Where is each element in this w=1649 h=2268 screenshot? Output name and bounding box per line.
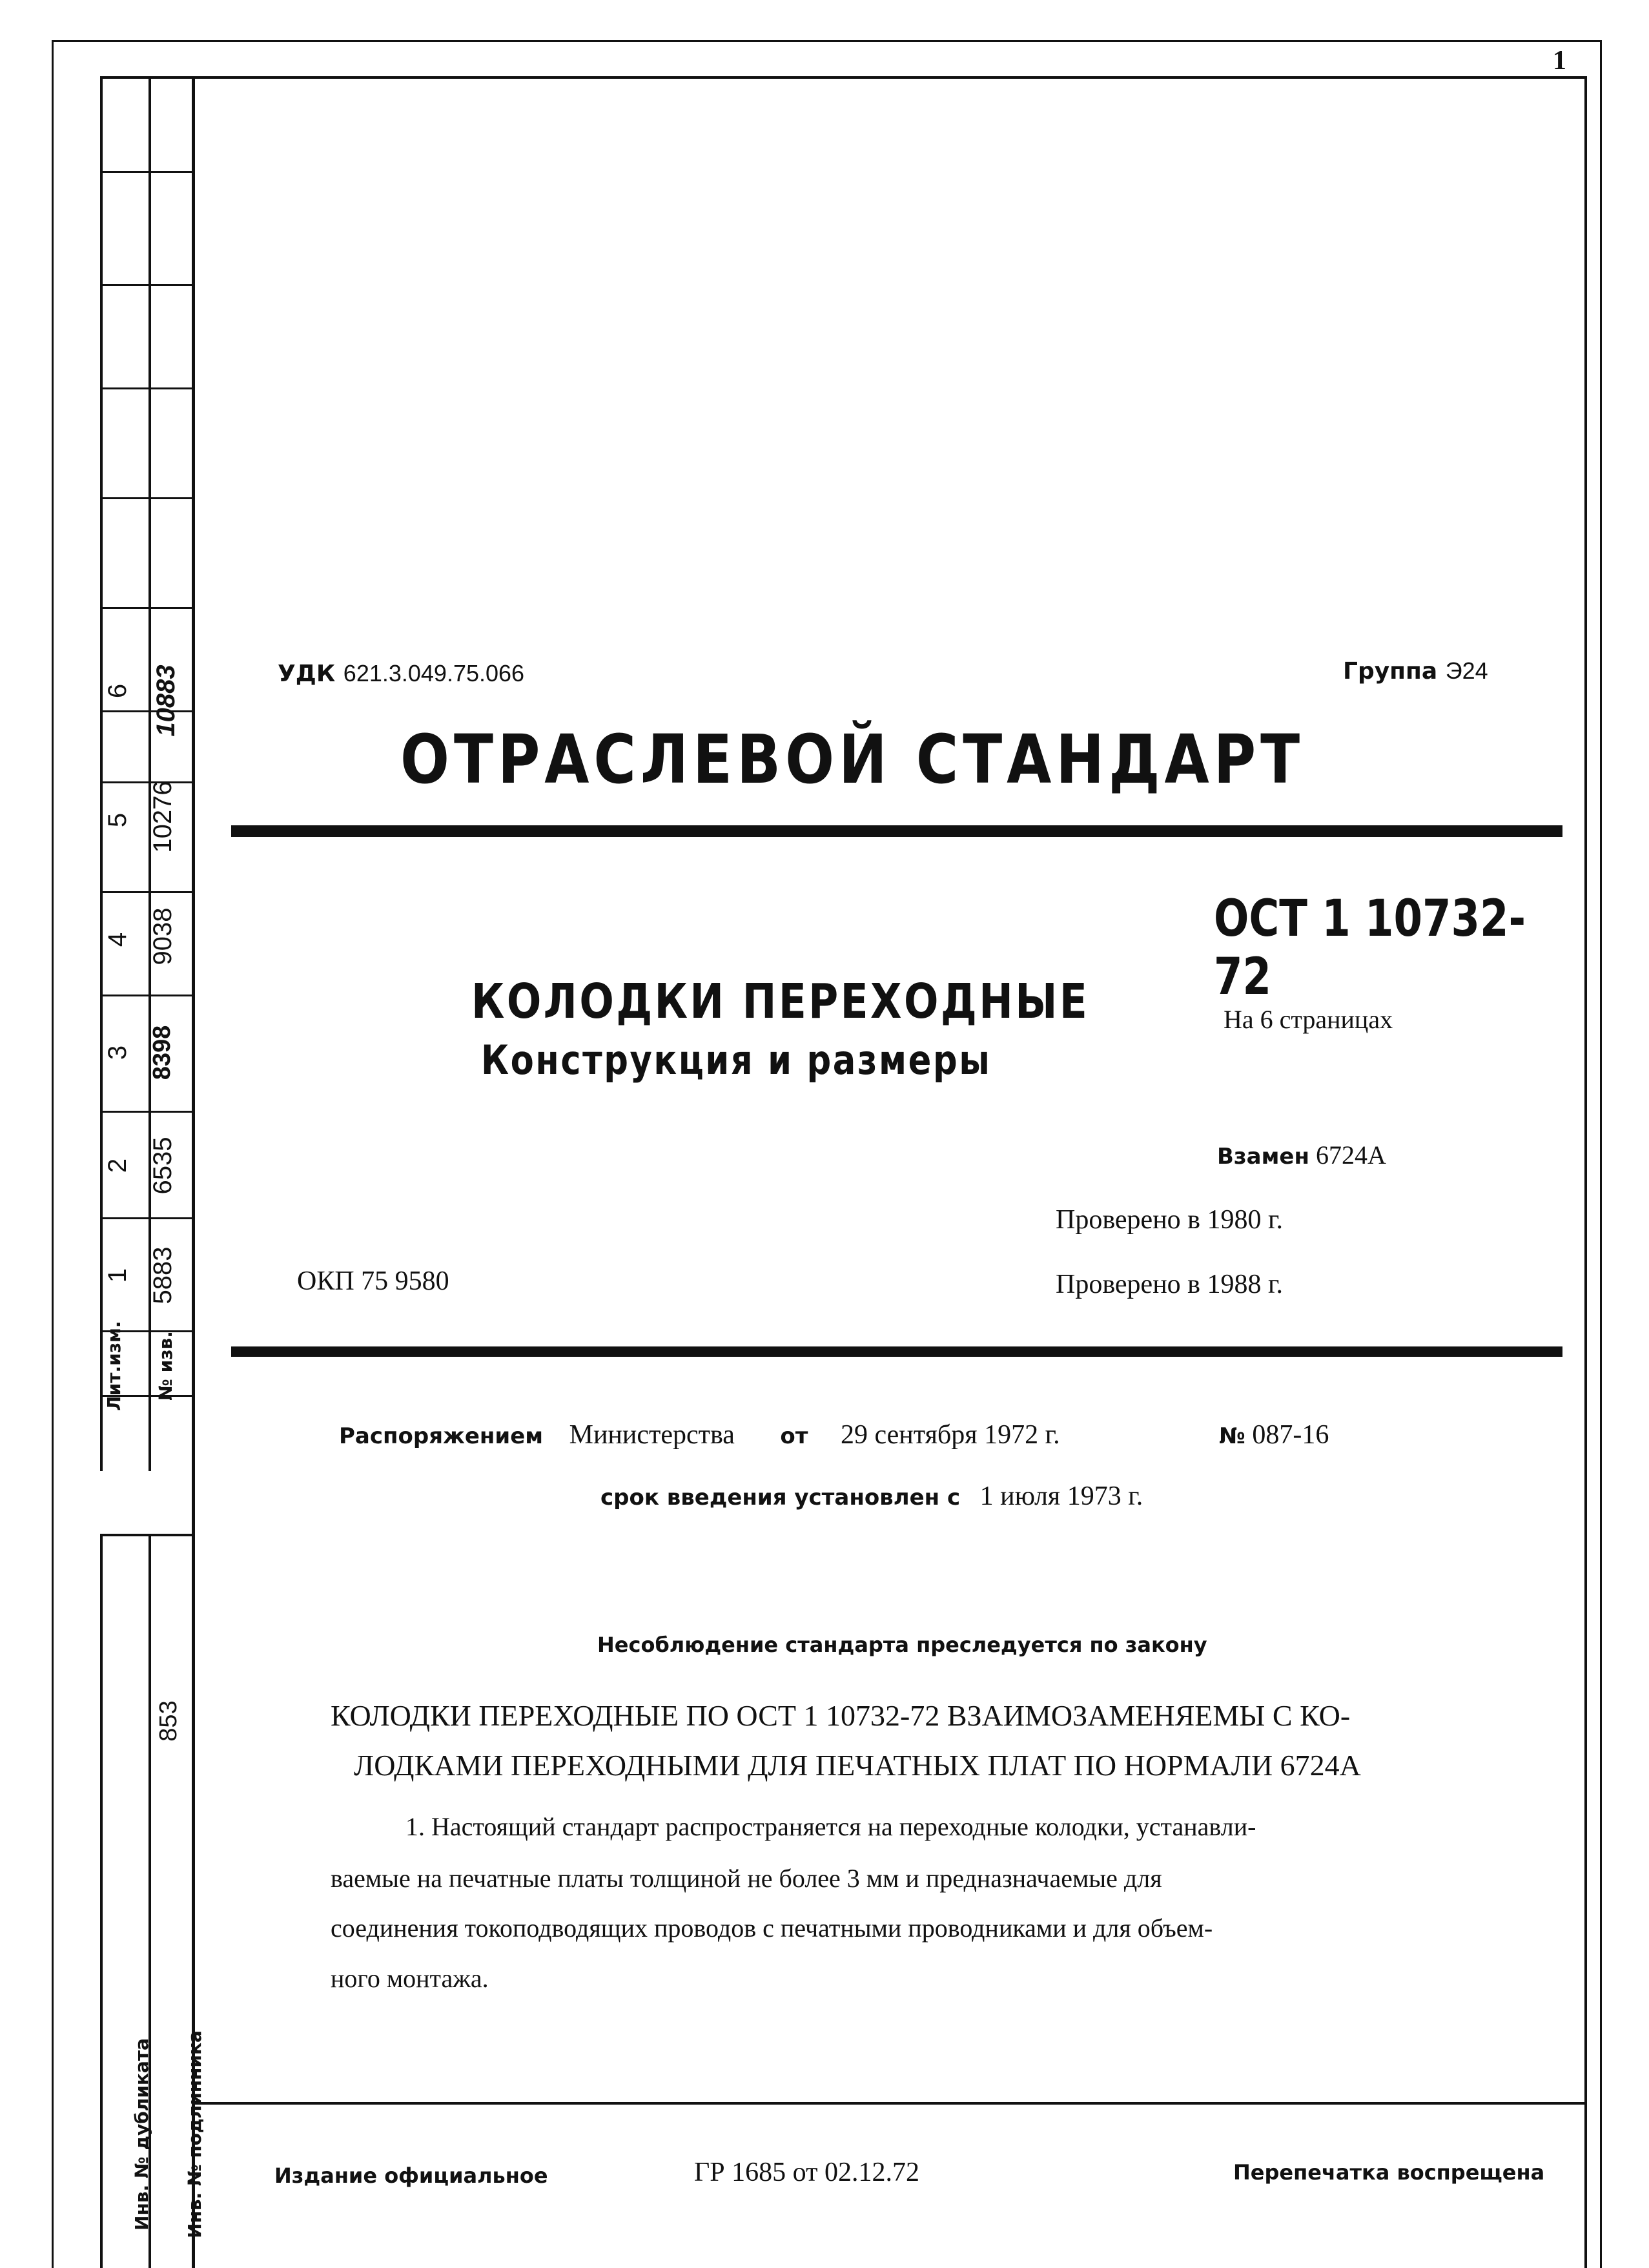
pages-count: На 6 страницах: [1224, 1005, 1393, 1034]
group-value: Э24: [1445, 657, 1488, 684]
revision-value-1: 5883: [149, 1246, 177, 1304]
order-from-label: от: [780, 1423, 808, 1449]
revision-value-6: 10883: [152, 665, 180, 737]
interchange-line-2: ЛОДКАМИ ПЕРЕХОДНЫМИ ДЛЯ ПЕЧАТНЫХ ПЛАТ ПО НОРМАЛИ 6724А: [354, 1749, 1361, 1782]
udk-value: 621.3.049.75.066: [343, 660, 525, 686]
term-line: [600, 1481, 1143, 1512]
paragraph-1-line-3: соединения токоподводящих проводов с печатными проводниками и для объем-: [331, 1913, 1213, 1943]
revision-col-1: 1: [103, 1268, 132, 1283]
term-date: 1 июля 1973 г.: [979, 1481, 1143, 1511]
udk-line: [278, 660, 524, 687]
standard-title-1: КОЛОДКИ ПЕРЕХОДНЫЕ: [471, 974, 1090, 1029]
header-lit-izm: Лит.изм.: [103, 1321, 125, 1411]
inv-duplicate-label: Инв. № дубликата: [131, 2038, 152, 2231]
revision-col-4: 4: [103, 932, 132, 947]
revision-value-2: 6535: [149, 1137, 177, 1195]
header-rule: [231, 825, 1562, 837]
edition-label: Издание официальное: [274, 2163, 548, 2188]
revision-value-4: 9038: [149, 907, 177, 965]
replaces-line: [1217, 1140, 1386, 1170]
revision-col-3: 3: [103, 1045, 132, 1060]
info-rule: [231, 1346, 1562, 1357]
standard-code: ОСТ 1 10732-72: [1214, 890, 1526, 1006]
revision-col-6: 6: [103, 683, 132, 699]
okp-code: ОКП 75 9580: [297, 1266, 449, 1296]
paragraph-1-line-1: 1. Настоящий стандарт распространяется на переходные колодки, устанавли-: [405, 1812, 1256, 1841]
order-num-value: 087-16: [1252, 1420, 1329, 1450]
main-title: ОТРАСЛЕВОЙ СТАНДАРТ: [400, 720, 1304, 799]
order-num-label: №: [1219, 1423, 1245, 1449]
revision-col-2: 2: [103, 1158, 132, 1173]
replaces-label: Взамен: [1217, 1144, 1309, 1170]
order-number: [1219, 1419, 1329, 1450]
inv-original-label: Инв. № подлинника: [184, 2030, 205, 2238]
law-notice: Несоблюдение стандарта преследуется по закону: [597, 1633, 1207, 1657]
order-date: 29 сентября 1972 г.: [841, 1420, 1060, 1450]
standard-title-2: Конструкция и размеры: [481, 1036, 992, 1084]
paragraph-1-line-4: ного монтажа.: [331, 1964, 489, 1993]
interchange-line-1: КОЛОДКИ ПЕРЕХОДНЫЕ ПО ОСТ 1 10732-72 ВЗАИМОЗАМЕНЯЕМЫ С КО-: [331, 1699, 1351, 1732]
revision-col-5: 5: [103, 812, 132, 828]
revision-value-5: 10276: [149, 781, 177, 853]
revision-value-3: 8398: [149, 1025, 176, 1080]
paragraph-1-line-2: ваемые на печатные платы толщиной не более 3 мм и предназначаемые для: [331, 1864, 1162, 1893]
order-ministry: Министерства: [569, 1420, 735, 1450]
reprint-notice: Перепечатка воспрещена: [1233, 2160, 1545, 2185]
inv-original-value: 853: [155, 1700, 182, 1742]
udk-label: УДК: [278, 661, 336, 687]
group-line: [1343, 657, 1488, 685]
checked-1980: Проверено в 1980 г.: [1056, 1205, 1283, 1235]
order-label: Распоряжением: [339, 1423, 544, 1449]
checked-1988: Проверено в 1988 г.: [1056, 1270, 1283, 1299]
term-label: срок введения установлен с: [600, 1485, 961, 1510]
replaces-value: 6724А: [1315, 1140, 1386, 1170]
registration-info: ГР 1685 от 02.12.72: [694, 2158, 919, 2187]
order-line: [339, 1419, 1060, 1450]
page-number: 1: [1553, 46, 1566, 76]
header-num-izv: № изв.: [155, 1331, 176, 1401]
group-label: Группа: [1343, 658, 1438, 685]
